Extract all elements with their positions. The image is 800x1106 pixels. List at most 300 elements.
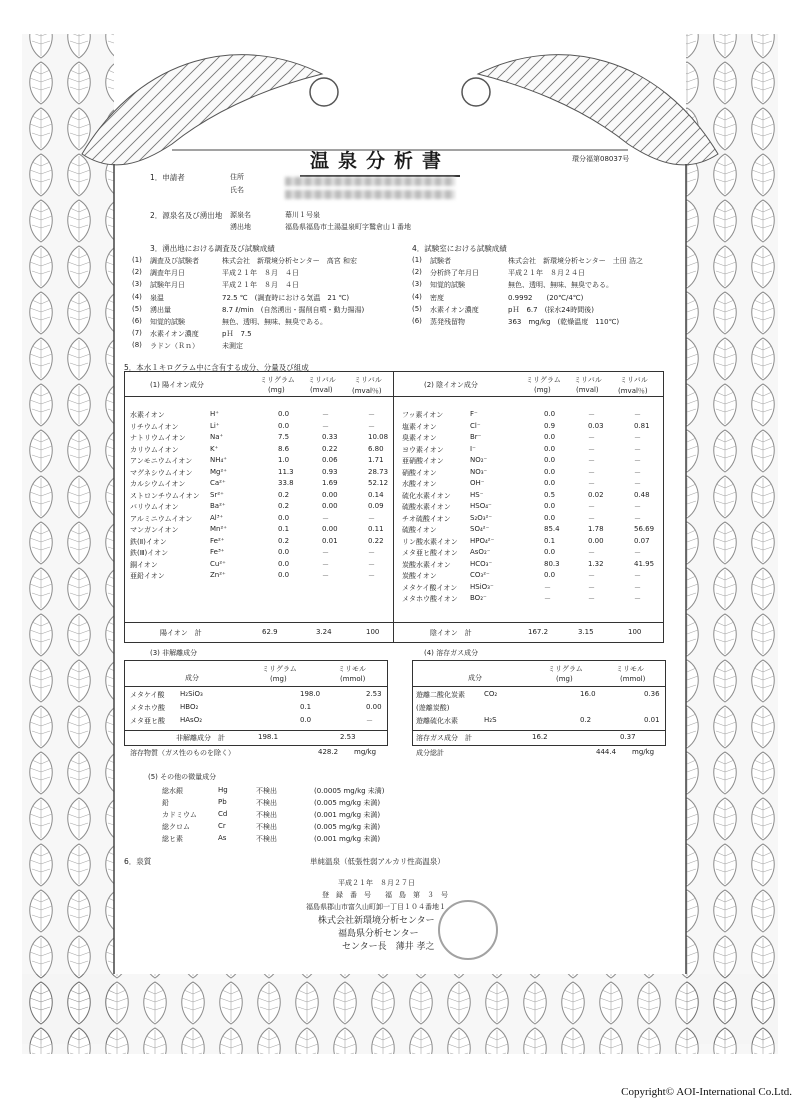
field-row-value: 未測定 [222, 342, 243, 351]
anion-name: リン酸水素イオン [402, 537, 458, 546]
field-row-key: 泉温 [150, 293, 164, 302]
anion-mg: 85.4 [544, 525, 560, 533]
cation-mg: 33.8 [278, 479, 294, 487]
cation-mval: － [322, 560, 329, 569]
lab-row-key: 蒸発残留物 [430, 318, 465, 326]
cation-name: ナトリウムイオン [130, 434, 186, 442]
field-row-key: 湧出量 [150, 305, 171, 314]
anion-formula: Br⁻ [470, 433, 482, 441]
anion-formula: OH⁻ [470, 479, 485, 487]
anion-mg: 0.0 [544, 479, 556, 487]
trace-symbol: Pb [218, 798, 227, 806]
anion-name: 塩素イオン [402, 422, 437, 431]
field-row-key: 水素イオン濃度 [150, 330, 199, 339]
anion-mval-unit: (mval) [576, 386, 599, 394]
cation-mg: 0.0 [278, 513, 290, 522]
anion-mval: 0.03 [588, 421, 604, 430]
gas-formula: CO₂ [484, 690, 498, 698]
cation-pct: 0.14 [368, 490, 384, 499]
cation-pct: － [368, 514, 375, 523]
anion-mg: 0.0 [544, 433, 556, 441]
anion-mval: － [588, 434, 595, 442]
gas-mm-header: ミリモル [616, 665, 644, 673]
cation-mval: 0.00 [322, 525, 338, 533]
gas-total-label: 溶存ガス成分 計 [416, 734, 472, 742]
trace-symbol: Cr [218, 822, 226, 830]
field-row-key: 試験年月日 [150, 281, 185, 290]
cation-mval: 0.01 [322, 536, 338, 545]
anion-formula: HPO₄²⁻ [470, 536, 495, 545]
cation-name: バリウムイオン [130, 503, 179, 511]
grand-total-unit: mg/kg [632, 748, 655, 756]
cation-name: マンガンイオン [130, 526, 179, 534]
anion-mg: 0.0 [544, 571, 556, 579]
cation-name: カルシウムイオン [130, 480, 186, 488]
cation-formula: Li⁺ [210, 421, 220, 430]
lab-test-heading: 4．試験室における試験成績 [412, 244, 507, 253]
field-row-number: (7) [132, 329, 142, 338]
cation-mg: 0.2 [278, 536, 290, 545]
anion-pct: － [634, 434, 641, 442]
nondiss-comp-header: 成分 [185, 674, 199, 682]
cation-pct: － [368, 572, 375, 580]
anion-pct: － [634, 572, 641, 580]
gas-total-mm: 0.37 [620, 733, 636, 741]
cation-pct: 52.12 [368, 479, 389, 487]
field-row-value: 平成２１年 ８月 ４日 [222, 269, 299, 278]
anion-formula: HCO₃⁻ [470, 559, 493, 568]
anion-pct: － [634, 595, 641, 603]
anion-mval: 1.78 [588, 525, 604, 533]
composition-heading: 5．本水１キログラム中に含有する成分、分量及び組成 [124, 363, 309, 372]
anion-name: 炭酸水素イオン [402, 560, 451, 569]
trace-result: 不検出 [256, 787, 277, 795]
field-row-number: (2) [132, 268, 142, 277]
cation-mg: 7.5 [278, 433, 290, 441]
nondiss-mm-header: ミリモル [338, 665, 366, 673]
anion-name: 臭素イオン [402, 434, 437, 442]
anion-mval: 0.00 [588, 536, 604, 545]
gas-name: (遊離炭酸) [416, 704, 450, 712]
cation-name: 鉄(Ⅱ)イオン [130, 537, 167, 546]
trace-limit: (0.0005 mg/kg 未満) [314, 787, 385, 795]
anion-name: 硫化水素イオン [402, 491, 451, 500]
anion-title: (2) 陰イオン成分 [424, 381, 478, 389]
anion-mval: － [588, 468, 595, 477]
field-row-value: 株式会社 新環境分析センター 高宮 和宏 [222, 257, 357, 265]
trace-limit: (0.005 mg/kg 未満) [314, 823, 381, 831]
cation-total-label: 陽イオン 計 [160, 629, 202, 637]
nondiss-mm-unit: (mmol) [340, 675, 366, 683]
issue-date: 平成２１年 ８月２７日 [338, 879, 415, 887]
cation-mg: 0.0 [278, 421, 290, 430]
grand-total-label: 成分総計 [416, 749, 444, 757]
cation-mval: 0.93 [322, 467, 338, 476]
cation-name: マグネシウムイオン [130, 468, 193, 477]
anion-name: フッ素イオン [402, 411, 444, 419]
lab-row-number: (1) [412, 256, 422, 264]
cation-name: 亜鉛イオン [130, 572, 165, 580]
anion-mval: 0.02 [588, 490, 604, 499]
cation-formula: NH₄⁺ [210, 456, 228, 464]
anion-mg: 0.0 [544, 548, 556, 556]
anion-mg: 0.0 [544, 502, 556, 510]
cation-name: 水素イオン [130, 411, 165, 419]
anion-name: 炭酸イオン [402, 572, 437, 580]
anion-mg: 0.0 [544, 410, 556, 418]
document-title: 温泉分析書 [300, 146, 460, 177]
cation-mg: 0.0 [278, 571, 290, 579]
official-seal [438, 900, 498, 960]
quality-value: 単純温泉（低張性弱アルカリ性高温泉） [310, 857, 445, 866]
anion-mg: － [544, 583, 551, 592]
cation-mval-header: ミリバル [308, 376, 336, 384]
cation-formula: Fe³⁺ [210, 548, 225, 556]
anion-mval: － [588, 480, 595, 488]
anion-pct: － [634, 549, 641, 557]
cation-pct: 0.11 [368, 525, 384, 533]
cation-mg: 0.0 [278, 559, 290, 568]
cation-mg: 0.0 [278, 410, 290, 418]
nondiss-total-mg: 198.1 [258, 733, 279, 741]
trace-result: 不検出 [256, 835, 277, 843]
anion-pct: 0.81 [634, 421, 650, 430]
anion-mval: － [588, 583, 595, 592]
anion-name: メタケイ酸イオン [402, 583, 458, 592]
anion-pct: 0.48 [634, 490, 650, 499]
cation-pct: － [368, 549, 375, 557]
cation-mg: 0.2 [278, 502, 290, 510]
trace-name: 総ヒ素 [162, 835, 183, 843]
anion-pct: － [634, 503, 641, 511]
anion-name: 水酸イオン [402, 480, 437, 488]
cation-total-mval: 3.24 [316, 628, 332, 636]
field-row-key: ラドン（Ｒｎ） [150, 342, 199, 351]
anion-mg: － [544, 595, 551, 603]
anion-mg: 0.1 [544, 536, 556, 545]
trace-limit: (0.005 mg/kg 未満) [314, 799, 381, 807]
anion-formula: BO₂⁻ [470, 594, 487, 602]
nondiss-mm: 2.53 [366, 690, 382, 698]
cation-formula: Zn²⁺ [210, 571, 226, 579]
anion-mval: － [588, 445, 595, 454]
field-row-number: (6) [132, 317, 142, 325]
dissolved-value: 428.2 [318, 748, 339, 756]
cation-mg: 0.0 [278, 548, 290, 556]
anion-mg: 0.0 [544, 513, 556, 522]
nondiss-mg: 0.1 [300, 703, 312, 711]
anion-formula: AsO₂⁻ [470, 548, 491, 556]
field-row-value: pＨ 7.5 [222, 330, 252, 339]
grand-total-value: 444.4 [596, 748, 617, 756]
cation-name: カリウムイオン [130, 445, 179, 454]
redacted-name [285, 184, 455, 203]
gas-mg: 16.0 [580, 690, 596, 698]
anion-mval: 1.32 [588, 559, 604, 568]
cation-formula: K⁺ [210, 444, 219, 453]
quality-heading: 6．泉質 [124, 857, 152, 866]
lab-row-key: 試験者 [430, 257, 451, 265]
cation-pct: 0.09 [368, 502, 384, 510]
trace-symbol: Hg [218, 786, 228, 794]
trace-limit: (0.001 mg/kg 未満) [314, 835, 381, 843]
field-row-number: (4) [132, 292, 142, 301]
source-heading: 2．源泉名及び湧出地 [150, 211, 223, 220]
anion-pct: － [634, 468, 641, 477]
trace-symbol: As [218, 834, 227, 842]
anion-mg-unit: (mg) [534, 386, 551, 394]
dissolved-label: 溶存物質（ガス性のものを除く） [130, 749, 235, 757]
anion-total-mg: 167.2 [528, 628, 549, 636]
certificate-number: 環分福第08037号 [572, 155, 630, 163]
gas-mm-unit: (mmol) [620, 675, 646, 683]
cation-name: アルミニウムイオン [130, 514, 193, 523]
trace-name: カドミウム [162, 811, 197, 819]
nondiss-formula: HBO₂ [180, 703, 199, 711]
field-row-value: 72.5 ℃ (調査時における気温 21 ℃) [222, 293, 350, 302]
lab-row-value: 平成２１年 ８月２４日 [508, 269, 585, 278]
cation-pct: － [368, 411, 375, 419]
cation-formula: Ba²⁺ [210, 502, 226, 510]
cation-formula: Al³⁺ [210, 513, 224, 522]
anion-formula: CO₃²⁻ [470, 571, 490, 579]
nondiss-formula: H₂SiO₃ [180, 690, 203, 698]
lab-row-number: (3) [412, 280, 422, 289]
anion-pct: － [634, 457, 641, 465]
dissolved-unit: mg/kg [354, 748, 377, 756]
anion-name: 硝酸イオン [402, 468, 437, 477]
trace-result: 不検出 [256, 799, 277, 807]
cation-formula: Ca²⁺ [210, 479, 226, 487]
trace-name: 総水銀 [162, 787, 183, 795]
lab-row-number: (6) [412, 317, 422, 325]
anion-formula: S₂O₃²⁻ [470, 513, 493, 522]
anion-mg: 0.5 [544, 490, 556, 499]
center-name: 福島県分析センター [338, 929, 419, 939]
anion-total-pct: 100 [628, 628, 642, 636]
cation-pct-unit: (mval％) [352, 387, 382, 395]
trace-name: 総クロム [162, 823, 190, 831]
gas-mm: 0.01 [644, 716, 660, 724]
nondiss-mg-unit: (mg) [270, 675, 287, 683]
cation-pct: 28.73 [368, 467, 389, 476]
registration-number: 登 録 番 号 福 島 第 ３ 号 [322, 891, 448, 899]
cation-pct: － [368, 560, 375, 569]
name-label: 氏名 [230, 186, 244, 194]
cation-formula: Cu²⁺ [210, 559, 226, 568]
gas-name: 遊離二酸化炭素 [416, 691, 465, 699]
anion-formula: HSO₄⁻ [470, 502, 492, 510]
anion-total-mval: 3.15 [578, 628, 594, 636]
ion-table-frame [124, 371, 664, 643]
anion-pct: － [634, 514, 641, 523]
field-row-value: 無色、透明、無味、無臭である。 [222, 318, 327, 326]
gas-mg: 0.2 [580, 716, 592, 724]
lab-row-value: pＨ 6.7 (採水24時間後) [508, 305, 594, 314]
anion-formula: SO₄²⁻ [470, 525, 490, 533]
cation-mg: 1.0 [278, 456, 290, 464]
cation-mg-header: ミリグラム [260, 376, 295, 384]
cation-total-mg: 62.9 [262, 628, 278, 636]
nondiss-name: メタホウ酸 [130, 704, 165, 712]
lab-row-value: 株式会社 新環境分析センター 土田 浩之 [508, 257, 643, 265]
cation-formula: Mg²⁺ [210, 467, 227, 476]
cation-mval: － [322, 514, 329, 523]
anion-mval: － [588, 411, 595, 419]
field-row-key: 知覚的試験 [150, 318, 185, 326]
gas-comp-header: 成分 [468, 674, 482, 682]
cation-formula: Sr²⁺ [210, 490, 224, 499]
field-row-number: (1) [132, 256, 142, 264]
lab-row-number: (5) [412, 304, 422, 313]
anion-name: チオ硫酸イオン [402, 514, 451, 523]
anion-mg: 0.0 [544, 456, 556, 464]
cation-mval: 0.33 [322, 433, 338, 441]
nondiss-name: メタケイ酸 [130, 691, 165, 699]
trace-symbol: Cd [218, 810, 228, 818]
anion-mg: 0.9 [544, 421, 556, 430]
company-name: 株式会社新環境分析センター [318, 916, 435, 926]
anion-mval: － [588, 549, 595, 557]
cation-pct: 6.80 [368, 444, 384, 453]
lab-row-value: 363 mg/kg (乾燥温度 110℃) [508, 318, 620, 326]
lab-row-number: (2) [412, 268, 422, 277]
anion-mval: － [588, 514, 595, 523]
anion-mval: － [588, 457, 595, 465]
anion-total-label: 陰イオン 計 [430, 629, 472, 637]
lab-row-key: 分析終了年月日 [430, 269, 479, 278]
anion-name: メタホウ酸イオン [402, 595, 458, 603]
cation-name: リチウムイオン [130, 422, 179, 431]
copyright-notice: Copyright© AOI-International Co.Ltd. [621, 1086, 792, 1098]
source-name: 幕川１号泉 [285, 211, 320, 219]
company-address: 福島県郡山市富久山町卸一丁目１０４番地１ [306, 903, 446, 911]
nondiss-formula: HAsO₂ [180, 716, 203, 724]
nondiss-mm: － [366, 717, 373, 725]
gas-mg-unit: (mg) [556, 675, 573, 683]
cation-mval: － [322, 411, 329, 419]
lab-row-key: 密度 [430, 293, 444, 302]
anion-pct: 41.95 [634, 559, 655, 568]
cation-pct: 1.71 [368, 456, 384, 464]
anion-mval: － [588, 595, 595, 603]
cation-mval: 0.00 [322, 490, 338, 499]
cation-mg: 11.3 [278, 467, 294, 476]
nondiss-mg: 198.0 [300, 690, 321, 698]
cation-name: ストロンチウムイオン [130, 491, 200, 500]
nondiss-total-mm: 2.53 [340, 733, 356, 741]
cation-mval-unit: (mval) [310, 386, 333, 394]
nondiss-name: メタ亜ヒ酸 [130, 717, 165, 725]
lab-row-value: 0.9992 (20℃/4℃) [508, 293, 584, 302]
cation-title: (1) 陽イオン成分 [150, 381, 204, 389]
cation-mg: 8.6 [278, 444, 290, 453]
cation-formula: Mn²⁺ [210, 525, 227, 533]
cation-name: 銅イオン [130, 560, 158, 569]
field-row-number: (3) [132, 280, 142, 289]
anion-mg: 80.3 [544, 559, 560, 568]
lab-row-number: (4) [412, 292, 422, 301]
anion-pct: － [634, 583, 641, 592]
cation-pct: 0.22 [368, 536, 384, 545]
anion-formula: I⁻ [470, 444, 476, 453]
anion-pct: － [634, 445, 641, 454]
anion-formula: NO₂⁻ [470, 456, 488, 464]
anion-formula: HSiO₃⁻ [470, 582, 494, 591]
gas-name: 遊離硫化水素 [416, 717, 458, 725]
anion-pct: 0.07 [634, 536, 650, 545]
cation-name: 鉄(Ⅲ)イオン [130, 549, 169, 557]
anion-mg: 0.0 [544, 444, 556, 453]
anion-formula: Cl⁻ [470, 421, 481, 430]
cation-pct-header: ミリバル [354, 376, 382, 384]
nondiss-total-label: 非解離成分 計 [176, 734, 225, 742]
lab-row-key: 知覚的試験 [430, 281, 465, 290]
cation-formula: Fe²⁺ [210, 536, 225, 545]
gas-formula: H₂S [484, 716, 497, 724]
cation-pct: 10.08 [368, 433, 389, 441]
anion-pct: 56.69 [634, 525, 655, 533]
cation-mval: 0.06 [322, 456, 338, 464]
gas-total-mg: 16.2 [532, 733, 548, 741]
anion-pct-unit: (mval％) [618, 387, 648, 395]
anion-formula: F⁻ [470, 410, 478, 418]
cation-formula: H⁺ [210, 410, 219, 418]
gas-title: (4) 溶存ガス成分 [424, 649, 479, 657]
anion-name: ヨウ素イオン [402, 445, 444, 454]
anion-pct: － [634, 480, 641, 488]
anion-mg: 0.0 [544, 467, 556, 476]
anion-formula: HS⁻ [470, 490, 484, 499]
applicant-heading: 1．申請者 [150, 173, 185, 182]
cation-mval: 0.22 [322, 444, 338, 453]
trace-result: 不検出 [256, 823, 277, 831]
cation-mval: － [322, 549, 329, 557]
field-row-value: 8.7 ℓ/min (自然湧出・掘削自噴・動力揚湯) [222, 305, 365, 314]
location: 福島県福島市土湯温泉町字鷲倉山１番地 [285, 223, 411, 231]
anion-name: 亜硝酸イオン [402, 457, 444, 465]
cation-mval: － [322, 572, 329, 580]
field-test-heading: 3．湧出地における調査及び試験成績 [150, 244, 275, 253]
source-name-label: 源泉名 [230, 211, 251, 219]
trace-limit: (0.001 mg/kg 未満) [314, 811, 381, 819]
address-label: 住所 [230, 173, 244, 181]
lab-row-key: 水素イオン濃度 [430, 305, 479, 314]
anion-name: 硫酸イオン [402, 526, 437, 534]
cation-mg: 0.2 [278, 490, 290, 499]
cation-mval: 1.69 [322, 479, 338, 487]
trace-result: 不検出 [256, 811, 277, 819]
nondiss-mg-header: ミリグラム [262, 665, 297, 673]
anion-mval: － [588, 503, 595, 511]
field-row-number: (5) [132, 304, 142, 313]
lab-row-value: 無色、透明、無味、無臭である。 [508, 281, 613, 290]
anion-name: 硫酸水素イオン [402, 503, 451, 511]
nondiss-mg: 0.0 [300, 716, 312, 724]
cation-formula: Na⁺ [210, 433, 224, 441]
anion-mg-header: ミリグラム [526, 376, 561, 384]
field-row-value: 平成２１年 ８月 ４日 [222, 281, 299, 290]
cation-mg-unit: (mg) [268, 386, 285, 394]
cation-pct: － [368, 422, 375, 431]
field-row-key: 調査及び試験者 [150, 257, 199, 265]
trace-name: 鉛 [162, 799, 169, 807]
cation-mval: － [322, 422, 329, 431]
cation-mg: 0.1 [278, 525, 290, 533]
anion-mval: － [588, 572, 595, 580]
anion-mval-header: ミリバル [574, 376, 602, 384]
cation-name: アンモニウムイオン [130, 457, 193, 465]
